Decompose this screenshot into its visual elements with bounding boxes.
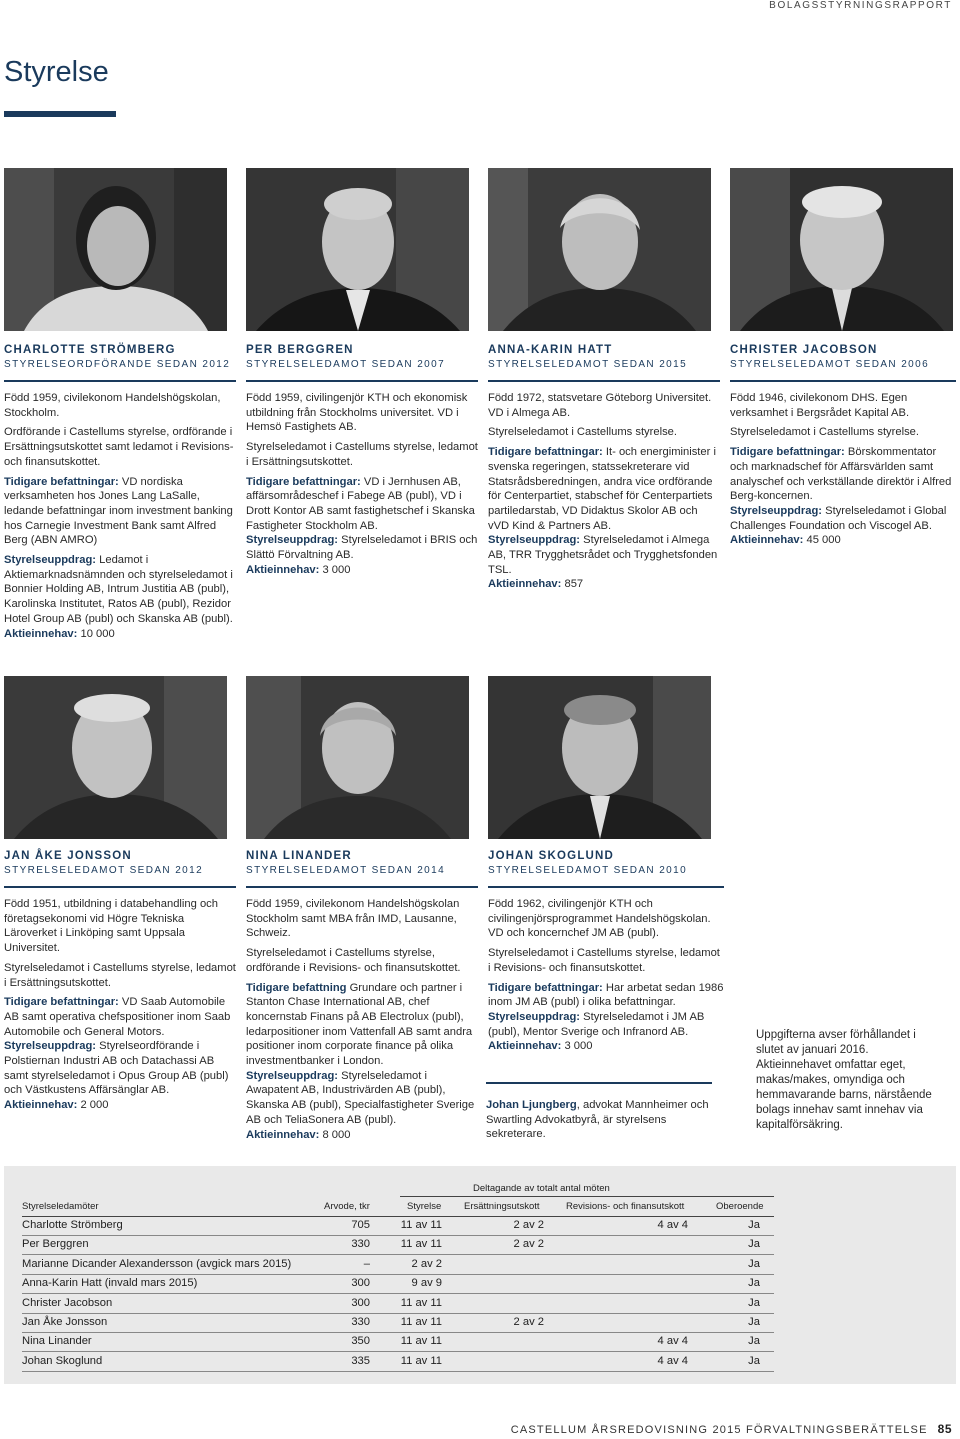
member-name: PER BERGGREN [246, 344, 354, 356]
table-row [22, 1353, 774, 1372]
board-member-card [488, 343, 720, 597]
bio-text: Styrelseordförande i Polstiernan Industri AB och Datachassi AB samt styrelseledamot i Opus Group AB (publ) och Västkustens Affärsänglar AB. [4, 1040, 229, 1097]
bio-text: 10 000 [77, 627, 115, 640]
bio-label: Styrelseuppdrag: [4, 1040, 97, 1053]
table-cell: Ja [748, 1219, 760, 1231]
bio-label: Aktieinnehav: [488, 1040, 562, 1053]
table-cell: Ja [748, 1335, 760, 1348]
table-cell: Ja [748, 1238, 760, 1251]
portrait-photo [246, 676, 469, 839]
table-cell: 4 av 4 [657, 1354, 688, 1367]
bio-label: Tidigare befattningar: [4, 475, 119, 488]
divider [246, 886, 478, 888]
bio-text: Född 1959, civilekonom Handelshögskolan, Stockholm. [4, 392, 221, 419]
board-member-card [246, 343, 478, 582]
table-cell: 11 av 11 [400, 1354, 442, 1367]
bio-text: VD nordiska verksamheten hos Jones Lang LaSalle, ledande befattningar inom investment banking hos Carnegie Investment Bank samt Alfred Berg (ABN AMRO) [4, 475, 233, 547]
bio-text: 857 [561, 578, 584, 591]
bio-text: Född 1946, civilekonom DHS. Egen verksamhet i Bergsrådet Kapital AB. [730, 392, 910, 419]
divider [246, 380, 478, 382]
bio-text: It- och energiminister i svenska regeringen, statssekreterare vid Statsrådsberedningen, andra vice ordförande för Centerpartiet, stabschef för Centerpartiets partiledarstab, VD Didaktus Skolor AB och vVD Kind & Partners AB. [488, 446, 716, 532]
table-cell: 11 av 11 [400, 1238, 442, 1251]
bio-label: Aktieinnehav: [246, 1128, 320, 1141]
secretary-text: , advokat Mannheimer och Swartling Advokatbyrå, är styrelsens sekreterare. [486, 1099, 709, 1141]
table-cell: 2 av 2 [411, 1257, 442, 1270]
bio-text: Styrelseledamot i Almega AB, TRR Trygghetsrådet och Trygghetsfonden TSL. [488, 534, 718, 576]
column-header: Styrelseledamöter [22, 1201, 99, 1212]
member-role: STYRELSEORDFÖRANDE SEDAN 2012 [4, 359, 231, 370]
bio-label: Styrelseuppdrag: [246, 534, 339, 547]
bio-text: VD Saab Automobile AB samt operativa chefspositioner inom Saab Automobile och General Motors. [4, 996, 231, 1038]
bio-text: Styrelseledamot i Castellums styrelse. [730, 426, 920, 439]
board-member-card [4, 849, 236, 1118]
member-name: JAN ÅKE JONSSON [4, 850, 132, 862]
table-cell: Nina Linander [22, 1335, 92, 1348]
bio-label: Styrelseuppdrag: [246, 1069, 339, 1082]
member-bio [246, 897, 478, 1142]
table-cell: Anna-Karin Hatt (invald mars 2015) [22, 1277, 198, 1290]
table-cell: Christer Jacobson [22, 1296, 113, 1309]
table-cell: Ja [748, 1277, 760, 1290]
table-row [22, 1314, 774, 1333]
member-name: CHRISTER JACOBSON [730, 344, 878, 356]
table-cell: Ja [748, 1257, 760, 1270]
table-cell: Ja [748, 1316, 760, 1328]
footer-text: CASTELLUM ÅRSREDOVISNING 2015 FÖRVALTNINGSBERÄTTELSE [510, 1424, 928, 1436]
table-cell: 300 [351, 1296, 370, 1309]
portrait-photo [488, 168, 711, 331]
member-bio [4, 391, 236, 641]
bio-text: Ledamot i Aktiemarknadsnämnden och styrelseledamot i Bonnier Holding AB, Intrum Justitia AB (publ), Karolinska Institutet, Ratos AB (publ), Rezidor Hotel Group AB (publ) och Skanska AB (publ). [4, 554, 233, 625]
portrait-photo [246, 168, 469, 331]
table-cell: – [363, 1257, 370, 1270]
table-cell: 4 av 4 [657, 1335, 688, 1348]
table-cell: Jan Åke Jonsson [22, 1316, 108, 1328]
table-cell: 350 [351, 1335, 370, 1348]
table-cell: 2 av 2 [513, 1219, 544, 1231]
member-name: JOHAN SKOGLUND [488, 850, 615, 862]
bio-text: VD i Jernhusen AB, affärsområdeschef i Fabege AB (publ), VD i Drott Kontor AB samt fastighetschef i Skanska Fastigheter Stockholm AB. [246, 475, 475, 532]
table-row [22, 1333, 774, 1352]
bio-text: Född 1962, civilingenjör KTH och civilingenjörsprogrammet Handelshögskolan. VD och koncernchef JM AB (publ). [488, 898, 711, 940]
bio-label: Tidigare befattningar: [246, 475, 361, 488]
table-cell: 11 av 11 [400, 1219, 442, 1231]
column-header: Revisions- och finansutskott [566, 1201, 685, 1212]
table-cell: 2 av 2 [513, 1316, 544, 1328]
bio-text: 2 000 [77, 1099, 109, 1112]
table-cell: 11 av 11 [400, 1296, 442, 1309]
bio-text: Styrelseledamot i JM AB (publ), Mentor Sverige och Infranord AB. [488, 1010, 705, 1038]
member-name: NINA LINANDER [246, 850, 352, 862]
board-member-card [730, 343, 956, 553]
table-cell: Marianne Dicander Alexandersson (avgick mars 2015) [22, 1257, 292, 1270]
bio-label: Aktieinnehav: [246, 563, 320, 576]
footnote-divider [486, 1082, 712, 1084]
bio-label: Styrelseuppdrag: [730, 504, 823, 517]
table-cell: 705 [351, 1219, 370, 1231]
bio-text: Styrelseledamot i BRIS och Slättö Förvaltning AB. [246, 534, 478, 562]
title-accent-bar [4, 111, 116, 117]
bio-text: Styrelseledamot i Castellums styrelse, ledamot i Revisions- och finansutskottet. [488, 947, 720, 974]
bio-label: Tidigare befattning [246, 981, 347, 994]
member-role: STYRELSELEDAMOT SEDAN 2006 [730, 359, 930, 370]
bio-text: Styrelseledamot i Global Challenges Foundation och Viscogel AB. [730, 504, 947, 532]
table-group-header: Deltagande av totalt antal möten [473, 1183, 610, 1194]
bio-label: Tidigare befattningar: [488, 446, 603, 459]
table-cell: 11 av 11 [400, 1316, 442, 1328]
bio-label: Styrelseuppdrag: [4, 554, 97, 567]
group-header-rule [400, 1196, 774, 1197]
bio-label: Tidigare befattningar: [4, 996, 119, 1009]
secretary-name: Johan Ljungberg [486, 1099, 577, 1111]
bio-label: Tidigare befattningar: [730, 446, 845, 459]
bio-text: Styrelseledamot i Castellums styrelse. [488, 426, 678, 439]
member-role: STYRELSELEDAMOT SEDAN 2010 [488, 865, 688, 876]
page-number: 85 [937, 1422, 952, 1436]
member-bio [730, 391, 956, 548]
divider [730, 380, 956, 382]
member-bio [488, 391, 720, 592]
table-cell: Per Berggren [22, 1238, 89, 1251]
member-bio [246, 391, 478, 577]
bio-text: Har arbetat sedan 1986 inom JM AB (publ) i olika befattningar. [488, 981, 724, 1009]
table-cell: 335 [351, 1354, 370, 1367]
member-bio [4, 897, 236, 1113]
bio-text: 3 000 [561, 1040, 593, 1053]
bio-text: Styrelseledamot i Castellums styrelse, ledamot i Ersättningsutskottet. [4, 961, 236, 989]
member-bio [488, 897, 724, 1054]
table-row [22, 1275, 774, 1294]
table-row [22, 1256, 774, 1275]
table-row [22, 1236, 774, 1255]
board-member-card [246, 849, 478, 1147]
table-cell: 4 av 4 [657, 1219, 688, 1231]
portrait-photo [4, 168, 227, 331]
bio-text: 45 000 [803, 534, 841, 547]
bio-text: Född 1972, statsvetare Göteborg Universitet. VD i Almega AB. [488, 392, 712, 419]
bio-text: Född 1951, utbildning i databehandling och företagsekonomi vid Högre Tekniska Läroverket i Linköping samt Uppsala Universitet. [4, 898, 218, 955]
column-header: Ersättningsutskott [464, 1201, 540, 1212]
page-footer [511, 1422, 952, 1436]
holdings-note: Uppgifterna avser förhållandet i slutet av januari 2016. Aktieinnehavet omfattar eget, makas/makes, omyndiga och hemmavarande barns, närstående bolags innehav samt innehav via kapitalförsäkring. [756, 1029, 932, 1131]
bio-text: 3 000 [319, 563, 351, 576]
table-cell: 2 av 2 [513, 1238, 544, 1251]
table-cell: 330 [351, 1316, 370, 1328]
bio-label: Aktieinnehav: [4, 1099, 78, 1112]
table-cell: 300 [351, 1277, 370, 1290]
secretary-note [486, 1098, 722, 1142]
divider [488, 886, 724, 888]
section-label: BOLAGSSTYRNINGSRAPPORT [769, 0, 952, 11]
column-header: Styrelse [407, 1201, 442, 1212]
bio-text: Börskommentator och marknadschef för Affärsvärlden samt analyschef och verkställande direktör i Alfred Berg-koncernen. [730, 446, 952, 503]
bio-label: Tidigare befattningar: [488, 981, 603, 994]
member-role: STYRELSELEDAMOT SEDAN 2012 [4, 865, 204, 876]
portrait-photo [4, 676, 227, 839]
bio-text: Född 1959, civilekonom Handelshögskolan Stockholm samt MBA från IMD, Lausanne, Schweiz. [246, 898, 460, 940]
bio-text: Styrelseledamot i Castellums styrelse, ledamot i Ersättningsutskottet. [246, 441, 478, 468]
bio-label: Aktieinnehav: [730, 534, 804, 547]
divider [488, 380, 720, 382]
divider [4, 886, 236, 888]
bio-text: Född 1959, civilingenjör KTH och ekonomisk utbildning från Stockholms universitet. VD i Hemsö Fastighets AB. [246, 392, 468, 434]
divider [4, 380, 236, 382]
portrait-photo [488, 676, 711, 839]
table-cell: Ja [748, 1354, 760, 1367]
table-row [22, 1295, 774, 1314]
bio-label: Aktieinnehav: [4, 627, 78, 640]
bio-text: 8 000 [319, 1128, 351, 1141]
bio-text: Styrelseledamot i Castellums styrelse, ordförande i Revisions- och finansutskottet. [246, 947, 461, 974]
member-name: CHARLOTTE STRÖMBERG [4, 344, 176, 356]
member-role: STYRELSELEDAMOT SEDAN 2007 [246, 359, 446, 370]
table-row [22, 1217, 774, 1236]
bio-text: Grundare och partner i Stanton Chase International AB, chef koncernstab Finans på AB Electrolux (publ), ledarpositioner inom Vattenfall AB samt andra positioner inom corporate finance på olika investmentbanker i London. [246, 981, 473, 1068]
table-cell: 330 [351, 1238, 370, 1251]
member-name: ANNA-KARIN HATT [488, 344, 613, 356]
board-member-card [4, 343, 236, 646]
table-cell: Ja [748, 1296, 760, 1309]
portrait-photo [730, 168, 953, 331]
board-member-card [488, 849, 724, 1059]
bio-text: Styrelseledamot i Awapatent AB, Industrivärden AB (publ), Skanska AB (publ), Specialfastigheter Sverige AB och TeliaSonera AB (publ). [246, 1069, 475, 1126]
bio-text: Ordförande i Castellums styrelse, ordförande i Ersättningsutskottet samt ledamot i Revisions- och finansutskottet. [4, 426, 234, 468]
table-cell: Johan Skoglund [22, 1354, 103, 1367]
table-cell: 11 av 11 [400, 1335, 442, 1348]
member-role: STYRELSELEDAMOT SEDAN 2015 [488, 359, 688, 370]
member-role: STYRELSELEDAMOT SEDAN 2014 [246, 865, 446, 876]
bio-label: Aktieinnehav: [488, 578, 562, 591]
table-cell: Charlotte Strömberg [22, 1219, 123, 1231]
bio-label: Styrelseuppdrag: [488, 1010, 581, 1023]
table-cell: 9 av 9 [411, 1277, 442, 1290]
page-title: Styrelse [4, 56, 109, 88]
bio-label: Styrelseuppdrag: [488, 534, 581, 547]
column-header: Oberoende [716, 1201, 764, 1212]
column-header: Arvode, tkr [324, 1201, 370, 1212]
